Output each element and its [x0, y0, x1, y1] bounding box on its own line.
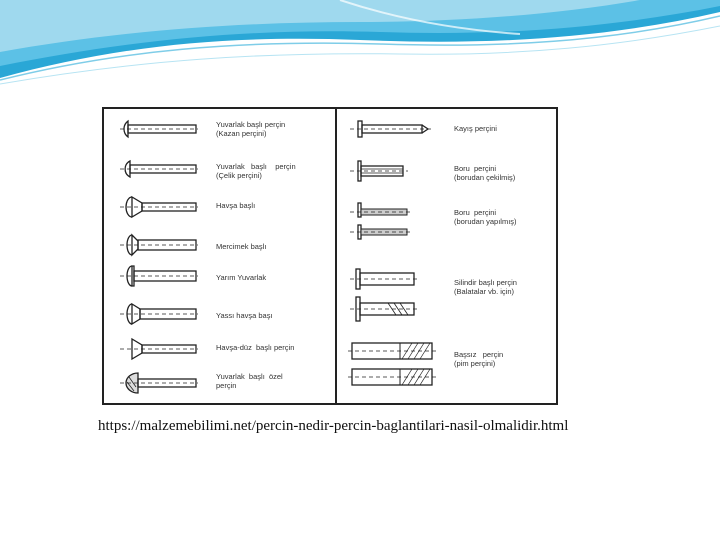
countersunk-rivet-icon — [118, 195, 200, 219]
cylinder-head-rivet-icon — [348, 267, 438, 323]
fabricated-tube-rivet-icon — [348, 201, 438, 241]
right-row-1 — [348, 117, 554, 141]
steel-rivet-icon — [118, 157, 200, 181]
figure-divider — [335, 109, 337, 403]
left-row-3 — [118, 195, 333, 219]
left-row-7 — [118, 337, 333, 361]
rivet-types-figure — [102, 107, 558, 405]
drawn-tube-rivet-icon — [348, 159, 438, 183]
right-row-2 — [348, 159, 554, 183]
left-row-4 — [118, 233, 333, 257]
left-label-3: Havşa başlı — [216, 201, 256, 210]
flat-countersunk-rivet-icon — [118, 302, 200, 326]
headless-pin-rivet-icon — [348, 341, 438, 391]
left-label-7: Havşa-düz başlı perçin — [216, 343, 295, 352]
right-row-4 — [348, 267, 554, 296]
right-label-3: Boru perçini (borudan yapılmış) — [454, 208, 517, 226]
right-row-5 — [348, 341, 554, 368]
belt-rivet-icon — [348, 117, 438, 141]
right-row-3 — [348, 201, 554, 225]
right-label-1: Kayış perçini — [454, 124, 497, 133]
lens-head-rivet-icon — [118, 233, 200, 257]
left-row-8 — [118, 371, 333, 395]
left-label-2: Yuvarlak başlı perçin (Çelik perçini) — [216, 162, 296, 180]
right-label-5: Başsız perçin (pim perçini) — [454, 350, 504, 368]
left-label-6: Yassı havşa başı — [216, 311, 273, 320]
half-round-rivet-icon — [118, 264, 200, 288]
left-label-5: Yarım Yuvarlak — [216, 273, 267, 282]
left-label-4: Mercimek başlı — [216, 242, 267, 251]
round-head-rivet-icon — [118, 117, 200, 141]
special-round-rivet-icon — [118, 371, 200, 395]
left-row-1 — [118, 117, 333, 141]
right-label-4: Silindir başlı perçin (Balatalar vb. için) — [454, 278, 517, 296]
countersunk-flat-rivet-icon — [118, 337, 200, 361]
left-row-6 — [118, 302, 333, 326]
left-label-1: Yuvarlak başlı perçin (Kazan perçini) — [216, 120, 286, 138]
header-wave-decoration — [0, 0, 720, 90]
left-row-2 — [118, 157, 333, 181]
left-row-5 — [118, 264, 333, 288]
right-label-2: Boru perçini (borudan çekilmiş) — [454, 164, 516, 182]
left-label-8: Yuvarlak başlı özel perçin — [216, 372, 283, 390]
source-url-caption[interactable]: https://malzemebilimi.net/percin-nedir-percin-baglantilari-nasil-olmalidir.html — [98, 418, 569, 434]
